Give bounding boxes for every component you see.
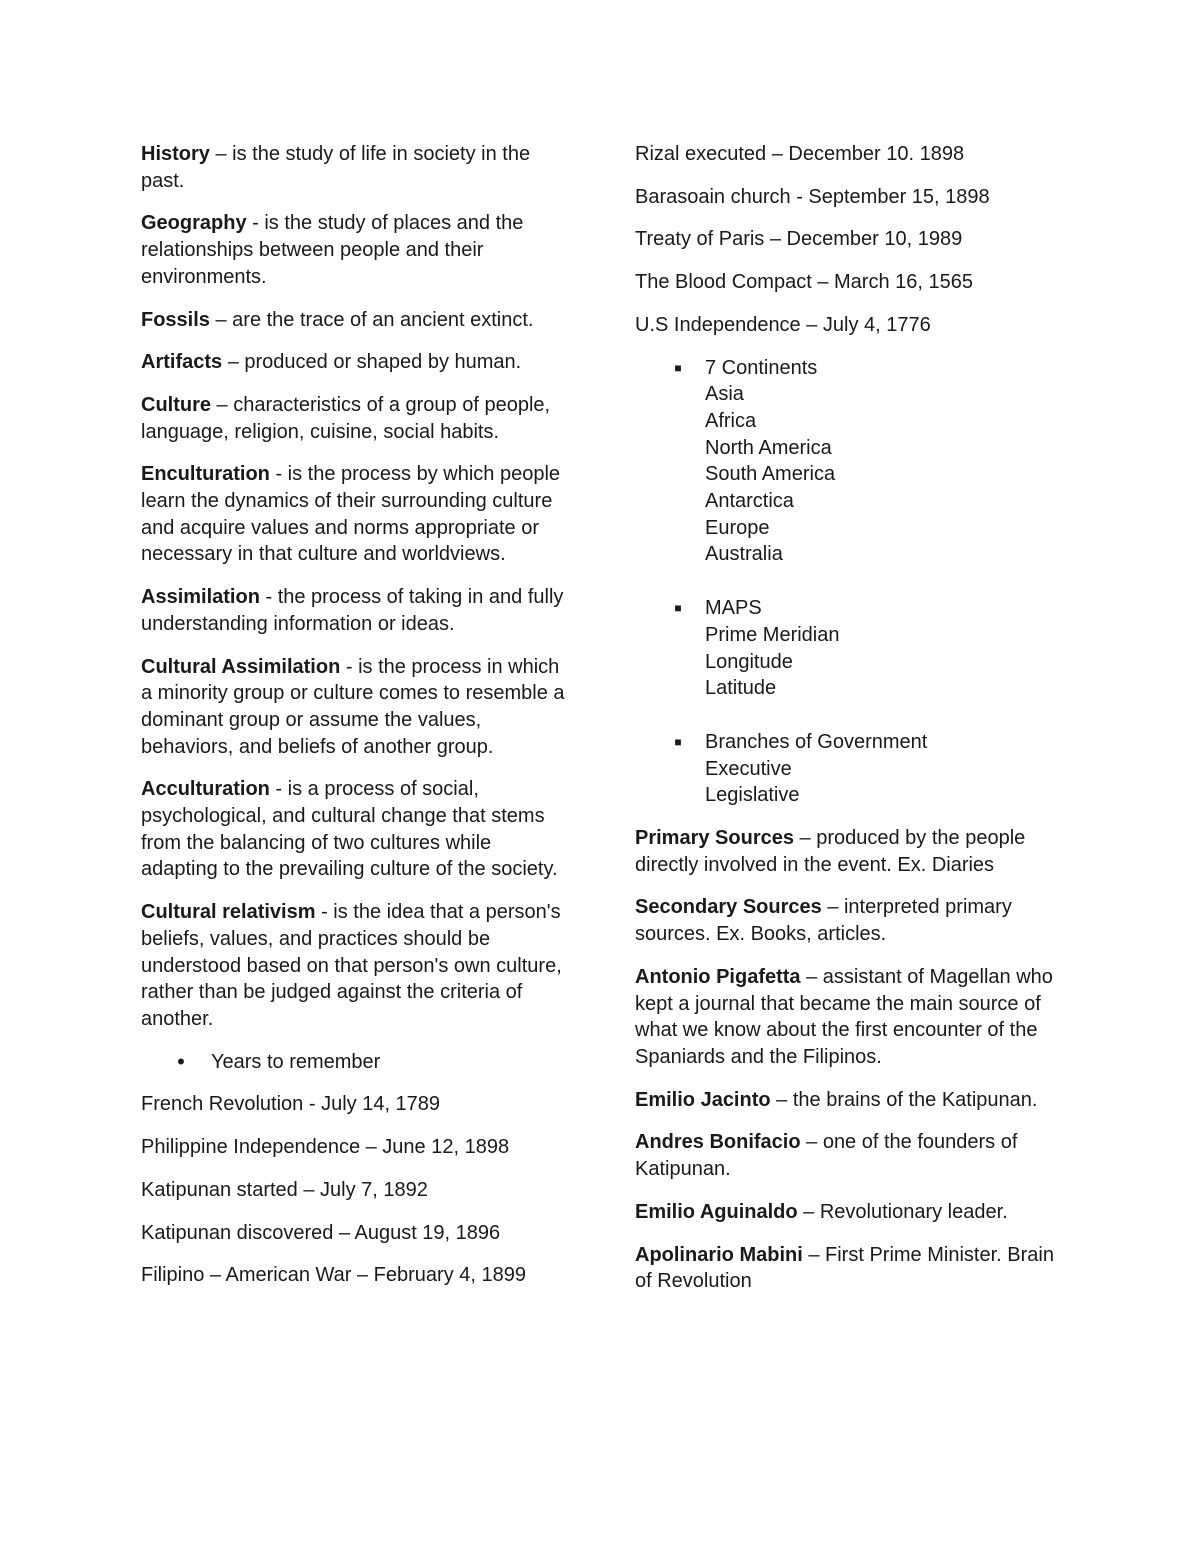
term: Culture bbox=[141, 393, 211, 416]
definition-emilio-jacinto bbox=[635, 1087, 1065, 1114]
years-bullet-item bbox=[141, 1049, 571, 1076]
bullet-title: MAPS bbox=[705, 597, 762, 620]
definition-primary-sources bbox=[635, 825, 1065, 878]
definition-text: - is the process in which a minority group or culture comes to resemble a dominant group or assume the values, behaviors, and beliefs of another group. bbox=[141, 655, 565, 758]
term: Acculturation bbox=[141, 778, 270, 801]
term: Artifacts bbox=[141, 351, 223, 374]
square-bullet-icon: ■ bbox=[674, 601, 682, 616]
term: Emilio Aguinaldo bbox=[635, 1200, 798, 1223]
definition-andres-bonifacio bbox=[635, 1129, 1065, 1182]
square-bullet-icon: ■ bbox=[674, 360, 682, 375]
term: Cultural Assimilation bbox=[141, 655, 341, 678]
continent-item: North America bbox=[705, 436, 832, 459]
definition-text: - the process of taking in and fully understanding information or ideas. bbox=[141, 586, 564, 635]
maps-item: Latitude bbox=[705, 677, 777, 700]
definition-text: - is the process by which people learn the dynamics of their surrounding culture and acquire values and norms appropriate or necessary in that culture and worldviews. bbox=[141, 463, 561, 566]
definition-cultural-relativism bbox=[141, 899, 571, 1033]
definition-text: - is the study of places and the relationships between people and their environments. bbox=[141, 212, 524, 288]
right-column bbox=[635, 141, 1065, 1311]
blank-line bbox=[635, 702, 1065, 729]
date-entry: Treaty of Paris – December 10, 1989 bbox=[635, 228, 963, 251]
government-item: Executive bbox=[705, 757, 792, 780]
term: Emilio Jacinto bbox=[635, 1088, 771, 1111]
date-entry: Barasoain church - September 15, 1898 bbox=[635, 185, 990, 208]
date-entry: U.S Independence – July 4, 1776 bbox=[635, 313, 931, 336]
definition-text: – one of the founders of Katipunan. bbox=[635, 1131, 1018, 1181]
continent-item: Europe bbox=[705, 516, 770, 539]
year-entry: Philippine Independence – June 12, 1898 bbox=[141, 1136, 510, 1159]
definition-history bbox=[141, 141, 571, 194]
definition-geography bbox=[141, 210, 571, 290]
date-entry: Rizal executed – December 10. 1898 bbox=[635, 143, 965, 165]
term: Cultural relativism bbox=[141, 901, 316, 924]
definition-text: – interpreted primary sources. Ex. Books, articles. bbox=[635, 896, 1012, 946]
definition-cultural-assimilation bbox=[141, 654, 571, 761]
bullet-title: Branches of Government bbox=[705, 730, 928, 753]
definition-emilio-aguinaldo bbox=[635, 1199, 1065, 1226]
definition-text: – produced by the people directly involved in the event. Ex. Diaries bbox=[635, 827, 1026, 876]
term: Secondary Sources bbox=[635, 896, 822, 919]
definition-artifacts bbox=[141, 349, 571, 376]
bullet-title: 7 Continents bbox=[705, 356, 818, 379]
definition-enculturation bbox=[141, 461, 571, 568]
definition-assimilation bbox=[141, 584, 571, 637]
years-bullet-label: Years to remember bbox=[211, 1050, 381, 1073]
definition-text: - is a process of social, psychological, and cultural change that stems from the balancing of two cultures while adapting to the prevailing culture of the society. bbox=[141, 778, 558, 881]
continent-item: South America bbox=[705, 463, 836, 486]
continent-item: Asia bbox=[705, 383, 744, 406]
year-entry: Filipino – American War – February 4, 1899 bbox=[141, 1264, 526, 1287]
blank-line bbox=[635, 568, 1065, 595]
term: Primary Sources bbox=[635, 827, 794, 850]
term: Andres Bonifacio bbox=[635, 1131, 801, 1154]
left-column bbox=[141, 141, 571, 1305]
maps-item: Prime Meridian bbox=[705, 623, 840, 646]
definition-apolinario-mabini bbox=[635, 1242, 1065, 1295]
term: Antonio Pigafetta bbox=[635, 965, 801, 988]
term: Apolinario Mabini bbox=[635, 1243, 803, 1266]
term: Fossils bbox=[141, 308, 210, 331]
year-entry: Katipunan started – July 7, 1892 bbox=[141, 1178, 428, 1201]
year-entry: Katipunan discovered – August 19, 1896 bbox=[141, 1221, 501, 1244]
definition-text: – is the study of life in society in the past. bbox=[141, 143, 531, 192]
definition-text: - is the idea that a person's beliefs, values, and practices should be understood based on that person's own culture, rather than be judged against the criteria of another. bbox=[141, 901, 562, 1030]
term: History bbox=[141, 143, 210, 165]
bullet-dot-icon: • bbox=[177, 1048, 185, 1074]
term: Assimilation bbox=[141, 586, 260, 609]
continent-item: Australia bbox=[705, 543, 783, 566]
definition-text: – the brains of the Katipunan. bbox=[770, 1088, 1038, 1111]
definition-text: – are the trace of an ancient extinct. bbox=[209, 308, 534, 331]
definition-culture bbox=[141, 392, 571, 445]
definition-text: – First Prime Minister. Brain of Revolution bbox=[635, 1243, 1054, 1293]
continents-bullet-item bbox=[635, 355, 1065, 569]
square-bullet-icon: ■ bbox=[674, 734, 682, 749]
year-entry: French Revolution - July 14, 1789 bbox=[141, 1093, 441, 1116]
definition-antonio-pigafetta bbox=[635, 964, 1065, 1071]
government-bullet-item bbox=[635, 729, 1065, 809]
government-item: Legislative bbox=[705, 784, 800, 807]
definition-secondary-sources bbox=[635, 894, 1065, 947]
definition-text: – assistant of Magellan who kept a journal that became the main source of what we know about the first encounter of the Spaniards and the Filipinos. bbox=[635, 965, 1053, 1068]
definition-text: – characteristics of a group of people, language, religion, cuisine, social habits. bbox=[141, 393, 551, 443]
term: Geography bbox=[141, 212, 247, 235]
term: Enculturation bbox=[141, 463, 270, 486]
definition-acculturation bbox=[141, 776, 571, 883]
maps-item: Longitude bbox=[705, 650, 793, 673]
date-entry: The Blood Compact – March 16, 1565 bbox=[635, 271, 973, 294]
maps-bullet-item bbox=[635, 595, 1065, 702]
definition-text: – produced or shaped by human. bbox=[222, 351, 522, 374]
definition-text: – Revolutionary leader. bbox=[797, 1200, 1008, 1223]
definition-fossils bbox=[141, 307, 571, 334]
continent-item: Africa bbox=[705, 409, 757, 432]
continent-item: Antarctica bbox=[705, 490, 794, 513]
